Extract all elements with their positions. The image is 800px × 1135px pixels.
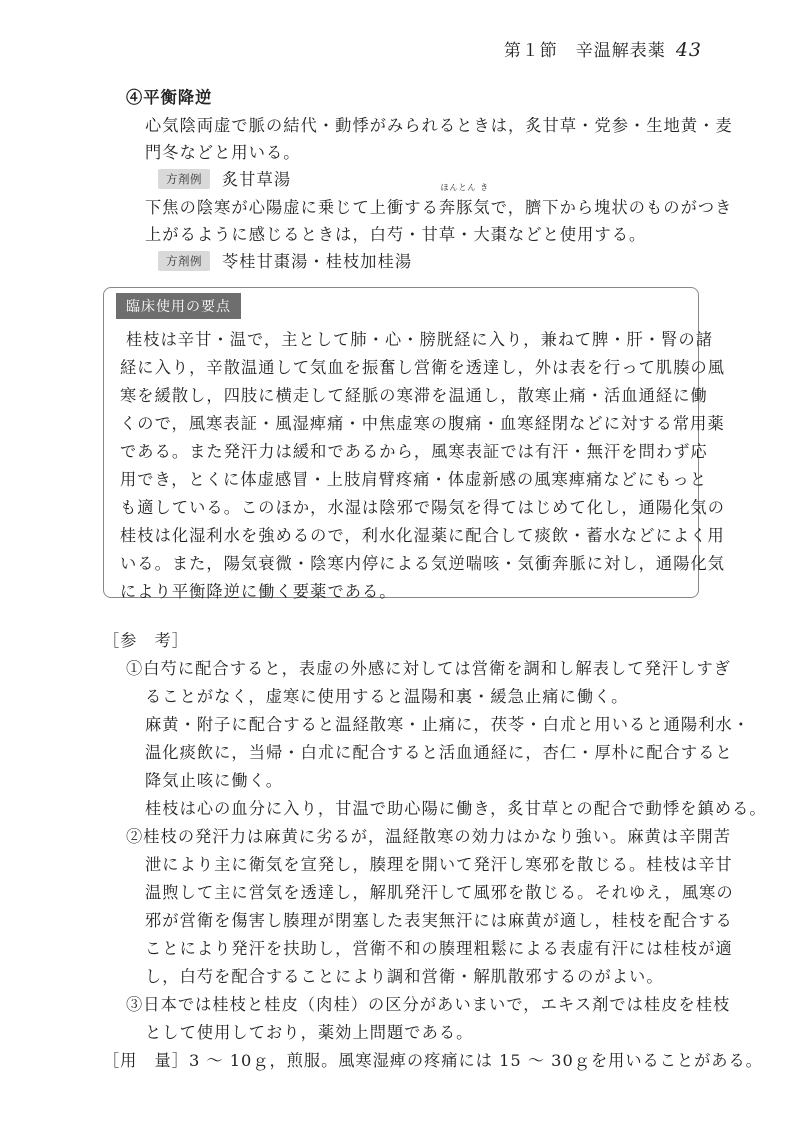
reference-line: ②桂枝の発汗力は麻黄に劣るが，温経散寒の効力はかなり強い。麻黄は辛開苦 (126, 827, 732, 846)
clinical-line: により平衡降逆に働く要薬である。 (120, 582, 397, 601)
page-number: 43 (675, 39, 702, 61)
reference-line: 降気止咳に働く。 (145, 771, 283, 790)
running-header (504, 36, 702, 61)
clinical-line: である。また発汗力は緩和であるから，風寒表証では有汗・無汗を問わず応 (120, 442, 708, 461)
reference-line: として使用しており，薬効上問題である。 (145, 1023, 474, 1042)
clinical-line: くので，風寒表証・風湿痺痛・中焦虚寒の腹痛・血寒経閉などに対する常用薬 (120, 414, 725, 433)
prescription-badge: 方剤例 (158, 251, 210, 271)
reference-line: 麻黄・附子に配合すると温経散寒・止痛に，茯苓・白朮と用いると通陽利水・ (145, 715, 751, 734)
item4-line: 門冬などと用いる。 (145, 143, 301, 162)
prescription-name: 苓桂甘棗湯・桂枝加桂湯 (222, 252, 413, 271)
clinical-points-title: 臨床使用の要点 (116, 293, 241, 319)
dosage-text: 3 〜 10ｇ，煎服。風寒湿痺の疼痛には 15 〜 30ｇを用いることがある。 (188, 1051, 763, 1070)
prescription-example-1 (158, 166, 291, 190)
reference-line: ることがなく，虚寒に使用すると温陽和裏・緩急止痛に働く。 (145, 687, 629, 706)
item4-line: 心気陰両虚で脈の結代・動悸がみられるときは，炙甘草・党参・生地黄・麦 (145, 116, 733, 135)
reference-line: ①白芍に配合すると，表虚の外感に対しては営衛を調和し解表して発汗しすぎ (126, 659, 732, 678)
clinical-line: 用でき，とくに体虚感冒・上肢肩臂疼痛・体虚新感の風寒痺痛などにもっと (120, 470, 708, 489)
ruby-base: 奔豚気 (438, 198, 491, 217)
clinical-line: 経に入り，辛散温通して気血を振奮し営衛を透達し，外は表を行って肌腠の風 (120, 358, 726, 377)
clinical-line: も適している。このほか，水湿は陰邪で陽気を得てはじめて化し，通陽化気の (120, 498, 726, 517)
prescription-name: 炙甘草湯 (222, 170, 292, 189)
item4-line (145, 183, 733, 218)
text-segment: で，臍下から塊状のものがつき (490, 198, 733, 217)
item4-heading: ④平衡降逆 (126, 88, 213, 107)
clinical-line: いる。また，陽気衰微・陰寒内停による気逆喘咳・気衝奔脈に対し，通陽化気 (120, 554, 726, 573)
clinical-line: 桂枝は化湿利水を強めるので，利水化湿薬に配合して痰飲・蓄水などによく用 (120, 526, 725, 545)
reference-line: 温煦して主に営気を透達し，解肌発汗して風邪を散じる。それゆえ，風寒の (145, 883, 734, 902)
prescription-example-2 (158, 248, 412, 272)
prescription-badge: 方剤例 (158, 169, 210, 189)
ruby-term (438, 183, 491, 218)
clinical-points-box (103, 287, 726, 601)
reference-line: 桂枝は心の血分に入り，甘温で助心陽に働き，炙甘草との配合で動悸を鎮める。 (145, 799, 767, 818)
dosage-heading: ［用 量］ (103, 1051, 189, 1070)
reference-line: 泄により主に衛気を宣発し，腠理を開いて発汗し寒邪を散じる。桂枝は辛甘 (145, 855, 733, 874)
reference-heading: ［参 考］ (103, 631, 189, 650)
reference-line: ことにより発汗を扶助し，営衛不和の腠理粗鬆による表虚有汗には桂枝が適 (145, 939, 733, 958)
item4-line: 上がるように感じるときは，白芍・甘草・大棗などと使用する。 (145, 225, 647, 244)
clinical-line: 寒を緩散し，四肢に横走して経脈の寒滞を温通し，散寒止痛・活血通経に働 (120, 386, 708, 405)
reference-line: ③日本では桂枝と桂皮（肉桂）の区分があいまいで，エキス剤では桂皮を桂枝 (126, 995, 731, 1014)
reference-line: し，白芍を配合することにより調和営衛・解肌散邪するのがよい。 (145, 967, 664, 986)
ruby-reading: ほんとん き (440, 183, 490, 192)
dosage-line (103, 1047, 763, 1071)
reference-line: 邪が営衛を傷害し腠理が閉塞した表実無汗には麻黄が適し，桂枝を配合する (145, 911, 733, 930)
reference-line: 温化痰飲に，当帰・白朮に配合すると活血通経に，杏仁・厚朴に配合すると (145, 743, 733, 762)
section-title: 第１節 辛温解表薬 (503, 41, 666, 61)
text-segment: 下焦の陰寒が心陽虚に乗じて上衝する (145, 198, 439, 217)
clinical-line: 桂枝は辛甘・温で，主として肺・心・膀胱経に入り，兼ねて脾・肝・腎の諸 (126, 330, 714, 349)
